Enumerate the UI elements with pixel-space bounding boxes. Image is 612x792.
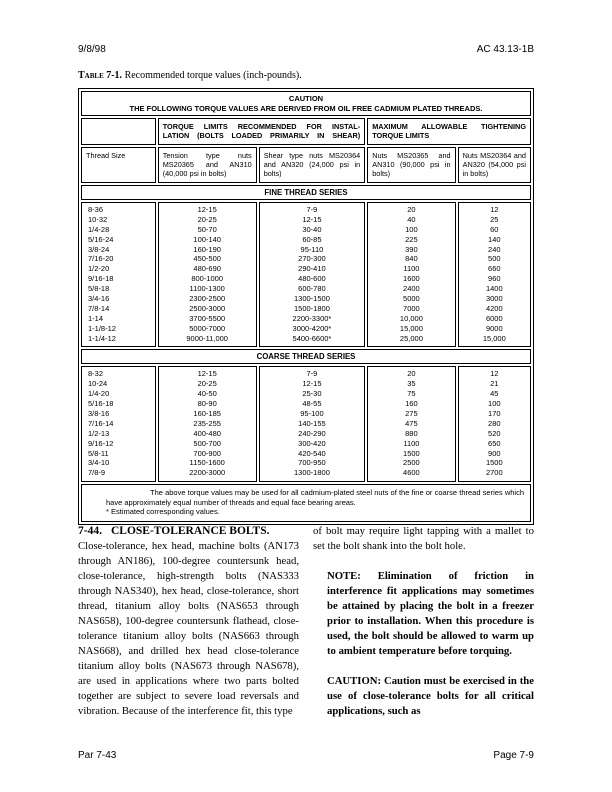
torque-value: 20 xyxy=(407,205,416,214)
thread-size-value: 3/4-10 xyxy=(88,458,110,468)
torque-value: 880 xyxy=(405,428,418,438)
torque-value: 600-780 xyxy=(298,284,326,294)
torque-value: 60-85 xyxy=(302,234,322,244)
torque-value: 25,000 xyxy=(399,333,423,343)
table-caption-text: Recommended torque values (inch-pounds). xyxy=(124,70,302,81)
torque-value: 170 xyxy=(488,409,501,419)
header-doc-ref: AC 43.13-1B xyxy=(476,44,534,55)
torque-value: 160-185 xyxy=(193,409,221,419)
torque-values-column-cell xyxy=(158,366,257,482)
caution-row xyxy=(81,91,531,116)
torque-value: 25 xyxy=(490,214,499,224)
torque-value: 240 xyxy=(488,244,501,254)
torque-value: 275 xyxy=(405,409,418,419)
torque-values-column-cell xyxy=(259,202,366,347)
caution-title: CAUTION xyxy=(288,94,324,103)
torque-value: 475 xyxy=(405,418,418,428)
torque-value: 48-55 xyxy=(302,399,322,409)
torque-value: 7-9 xyxy=(306,369,318,379)
torque-value: 520 xyxy=(488,428,501,438)
torque-values-column-cell xyxy=(367,202,455,347)
torque-value: 35 xyxy=(407,379,416,389)
torque-value: 900 xyxy=(488,448,501,458)
torque-value: 160-190 xyxy=(193,244,221,254)
thread-size-value: 3/8-16 xyxy=(88,409,110,419)
footnote-text: The above torque values may be used for all cadmium-plated steel nuts of the fine or coarse thread series which have approximately equal number of threads and equal face bearing areas. xyxy=(106,488,524,507)
footnote-cell xyxy=(81,484,531,522)
fine-series-banner-row xyxy=(81,185,531,200)
torque-value: 100 xyxy=(405,224,418,234)
thread-size-value: 1-1/8-12 xyxy=(88,323,116,333)
torque-value: 1100-1300 xyxy=(189,284,225,294)
torque-value: 2500-3000 xyxy=(189,303,226,313)
footer-page: Page 7-9 xyxy=(493,750,534,761)
thread-size-value: 5/8-18 xyxy=(88,284,110,294)
torque-value: 480-600 xyxy=(298,274,326,284)
torque-value: 1300-1500 xyxy=(294,294,330,304)
section-number: 7-44. xyxy=(78,525,102,537)
note-paragraph: NOTE: Elimination of friction in interference fit applications may sometimes be attained by placing the bolt in a freezer prior to installation. When this procedure is used, the bolt should be allowed to warm up to ambient temperature before torquing. xyxy=(327,570,534,657)
section-title: CLOSE-TOLERANCE BOLTS. xyxy=(110,525,270,537)
torque-value: 800-1000 xyxy=(191,274,224,284)
article-7-44 xyxy=(78,524,534,719)
torque-value: 2200-3000 xyxy=(189,468,226,478)
torque-value: 30-40 xyxy=(302,224,322,234)
torque-value: 140 xyxy=(488,234,501,244)
thread-size-value: 8-36 xyxy=(88,205,104,214)
torque-value: 240-290 xyxy=(298,428,326,438)
thread-size-value: 8-32 xyxy=(88,369,104,379)
thread-size-value: 7/8-14 xyxy=(88,303,110,313)
max-limits-line: MAXIMUM ALLOWABLE TIGHTENING xyxy=(372,122,526,131)
torque-value: 21 xyxy=(490,379,499,389)
torque-value: 1500-1800 xyxy=(294,303,330,313)
torque-value: 840 xyxy=(405,254,418,264)
coarse-series-banner-row xyxy=(81,349,531,364)
caution-cell xyxy=(81,91,531,116)
torque-value: 2500 xyxy=(403,458,420,468)
thread-size-value: 1-14 xyxy=(88,313,104,323)
torque-value: 2200-3300* xyxy=(292,313,332,323)
paragraph-right: of bolt may require light tapping with a mallet to set the bolt shank into the bolt hole. xyxy=(313,525,534,552)
torque-value: 9000 xyxy=(485,323,503,333)
table-caption xyxy=(78,70,302,81)
torque-values-column-cell xyxy=(458,366,531,482)
torque-value: 20 xyxy=(407,369,416,379)
section-heading xyxy=(78,524,299,539)
torque-value: 1600 xyxy=(403,274,420,284)
torque-value: 25-30 xyxy=(302,389,322,399)
torque-value: 20-25 xyxy=(197,379,217,389)
caution-text: THE FOLLOWING TORQUE VALUES ARE DERIVED FROM OIL FREE CADMIUM PLATED THREADS. xyxy=(129,103,483,113)
torque-value: 12-15 xyxy=(302,214,322,224)
torque-value: 100 xyxy=(488,399,501,409)
thread-size-value: 5/8-11 xyxy=(88,448,109,458)
col-header-nuts-90ksi: Nuts MS20365 and AN310 (90,000 psi in bolts) xyxy=(367,147,455,183)
group-header-row xyxy=(81,118,531,145)
torque-value: 2700 xyxy=(485,468,503,478)
coarse-series-banner: COARSE THREAD SERIES xyxy=(81,349,531,364)
torque-value: 7-9 xyxy=(306,205,318,214)
torque-value: 20-25 xyxy=(197,214,217,224)
torque-value: 270-300 xyxy=(298,254,326,264)
torque-value: 1100 xyxy=(403,264,420,274)
torque-value: 95-100 xyxy=(300,409,324,419)
torque-value: 1150-1600 xyxy=(189,458,225,468)
table-caption-label: Table 7-1. xyxy=(78,70,123,81)
torque-value: 4600 xyxy=(403,468,420,478)
column-header-row xyxy=(81,147,531,183)
torque-value: 235-255 xyxy=(193,418,221,428)
torque-value: 40 xyxy=(407,214,416,224)
torque-value: 960 xyxy=(488,274,501,284)
footer-par: Par 7-43 xyxy=(78,750,117,761)
install-limits-line: LATION (BOLTS LOADED PRIMARILY IN SHEAR) xyxy=(162,131,361,140)
torque-value: 1500 xyxy=(403,448,420,458)
torque-value: 15,000 xyxy=(482,333,506,343)
torque-value: 1300-1800 xyxy=(294,468,330,478)
torque-value: 1100 xyxy=(403,438,420,448)
torque-value: 400-480 xyxy=(193,428,221,438)
torque-value: 12 xyxy=(490,369,499,379)
torque-value: 3000 xyxy=(485,294,503,304)
torque-value: 660 xyxy=(488,264,501,274)
torque-value: 3700-5500 xyxy=(189,313,226,323)
thread-size-value: 7/16-14 xyxy=(88,418,114,428)
torque-value: 420-540 xyxy=(298,448,326,458)
torque-value: 6000 xyxy=(485,313,503,323)
footnote-row xyxy=(81,484,531,522)
thread-size-value: 1/2-20 xyxy=(88,264,110,274)
torque-value: 140-155 xyxy=(298,418,326,428)
article-left-column xyxy=(78,524,299,719)
install-limits-header-cell xyxy=(158,118,366,145)
torque-values-column-cell xyxy=(367,366,455,482)
col-header-thread-size: Thread Size xyxy=(81,147,156,183)
torque-values-column-cell xyxy=(458,202,531,347)
torque-value: 2400 xyxy=(403,284,420,294)
coarse-series-data-row xyxy=(81,366,531,482)
thread-size-column-cell xyxy=(81,366,156,482)
max-limits-header-cell xyxy=(367,118,531,145)
torque-value: 10,000 xyxy=(399,313,423,323)
page-footer xyxy=(78,750,534,761)
paragraph-left: Close-tolerance, hex head, machine bolts (AN173 through AN186), 100-degree countersunk head, close-tolerance, high-strength bolts (NAS333 through NAS340), hex head, close-tolerance, short thread, titanium alloy bolts (NAS653 through NAS658), 100-degree countersunk flathead, close-tolerance titanium alloy bolts (NAS663 through NAS668), and drilled hex head close-tolerance titanium alloy bolts (NAS673 through NAS678), are used in applications where two parts bolted together are subject to severe load reversals and vibration. Because of the interference fit, this type xyxy=(78,540,299,717)
torque-value: 3000-4200* xyxy=(292,323,332,333)
torque-value: 480-690 xyxy=(193,264,221,274)
torque-value: 12 xyxy=(490,205,499,214)
torque-value: 2300-2500 xyxy=(189,294,226,304)
torque-value: 1400 xyxy=(485,284,503,294)
torque-value: 650 xyxy=(488,438,501,448)
thread-size-value: 10-24 xyxy=(88,379,108,389)
col-header-nuts-54ksi: Nuts MS20364 and AN320 (54,000 psi in bolts) xyxy=(458,147,531,183)
col-header-tension-nuts: Tension type nuts MS20365 and AN310 (40,000 psi in bolts) xyxy=(158,147,257,183)
torque-value: 75 xyxy=(407,389,416,399)
torque-value: 12-15 xyxy=(197,205,217,214)
thread-size-value: 5/16-18 xyxy=(88,399,114,409)
torque-value: 290-410 xyxy=(298,264,326,274)
thread-size-value: 3/4-16 xyxy=(88,294,110,304)
torque-value: 225 xyxy=(405,234,418,244)
thread-size-value: 9/16-12 xyxy=(88,438,114,448)
max-limits-line: TORQUE LIMITS xyxy=(372,131,430,140)
install-limits-line: TORQUE LIMITS RECOMMENDED FOR INSTAL- xyxy=(162,122,361,131)
page-header xyxy=(78,44,534,55)
fine-series-data-row xyxy=(81,202,531,347)
thread-size-value: 10-32 xyxy=(88,214,108,224)
torque-value: 390 xyxy=(405,244,418,254)
torque-value: 160 xyxy=(405,399,418,409)
group-header-empty-cell xyxy=(81,118,156,145)
torque-value: 9000-11,000 xyxy=(186,333,228,343)
torque-value: 100-140 xyxy=(193,234,221,244)
torque-value: 45 xyxy=(490,389,499,399)
footnote-star-text: * Estimated corresponding values. xyxy=(106,507,220,517)
thread-size-value: 1/4-20 xyxy=(88,389,110,399)
torque-value: 1500 xyxy=(485,458,503,468)
torque-value: 5000-7000 xyxy=(189,323,226,333)
torque-value: 12-15 xyxy=(197,369,217,379)
torque-value: 60 xyxy=(490,224,499,234)
torque-value: 450-500 xyxy=(193,254,221,264)
caution-paragraph: CAUTION: Caution must be exercised in the use of close-tolerance bolts for all critical applications, such as xyxy=(327,675,534,717)
thread-size-value: 5/16-24 xyxy=(88,234,114,244)
thread-size-value: 3/8-24 xyxy=(88,244,110,254)
torque-value: 40-50 xyxy=(197,389,217,399)
col-header-shear-nuts: Shear type nuts MS20364 and AN320 (24,000 psi in bolts) xyxy=(259,147,366,183)
torque-value: 95-110 xyxy=(300,244,324,254)
thread-size-value: 9/16-18 xyxy=(88,274,114,284)
torque-value: 280 xyxy=(488,418,501,428)
thread-size-value: 1/2-13 xyxy=(88,428,110,438)
torque-value: 700-900 xyxy=(193,448,221,458)
torque-value: 500 xyxy=(488,254,501,264)
torque-value: 700-950 xyxy=(298,458,326,468)
article-right-column xyxy=(313,524,534,719)
torque-value: 7000 xyxy=(403,303,420,313)
torque-value: 80-90 xyxy=(197,399,217,409)
torque-values-column-cell xyxy=(158,202,257,347)
torque-value: 50-70 xyxy=(197,224,217,234)
fine-series-banner: FINE THREAD SERIES xyxy=(81,185,531,200)
thread-size-value: 1-1/4-12 xyxy=(88,333,116,343)
torque-value: 5000 xyxy=(403,294,420,304)
thread-size-value: 7/8-9 xyxy=(88,468,106,478)
thread-size-value: 7/16-20 xyxy=(88,254,114,264)
torque-value: 5400-6600* xyxy=(292,333,332,343)
torque-value: 300-420 xyxy=(298,438,326,448)
torque-values-table xyxy=(78,88,534,525)
thread-size-value: 1/4-28 xyxy=(88,224,110,234)
header-date: 9/8/98 xyxy=(78,44,106,55)
torque-value: 15,000 xyxy=(399,323,423,333)
torque-value: 4200 xyxy=(485,303,503,313)
torque-values-column-cell xyxy=(259,366,366,482)
torque-value: 12-15 xyxy=(302,379,322,389)
thread-size-column-cell xyxy=(81,202,156,347)
torque-value: 500-700 xyxy=(193,438,221,448)
